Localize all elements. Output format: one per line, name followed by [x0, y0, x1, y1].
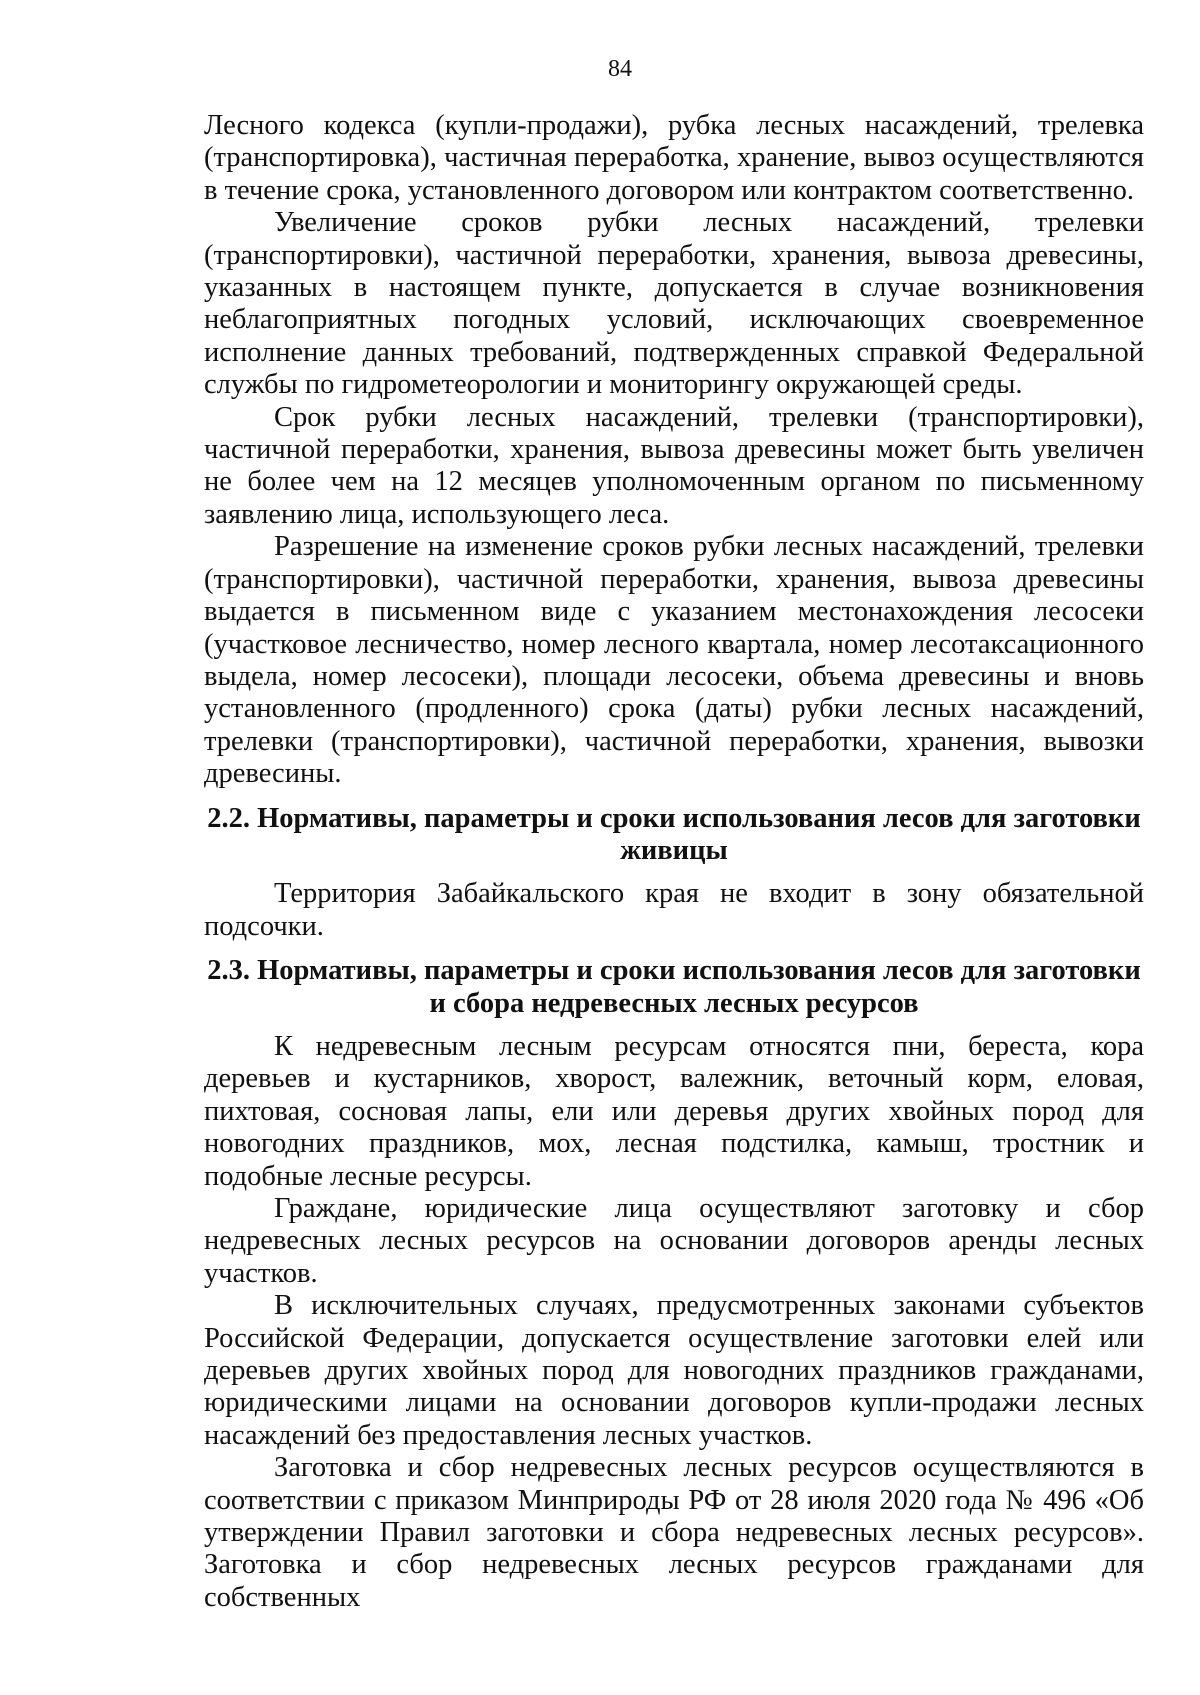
paragraph: Заготовка и сбор недревесных лесных ресурсов осуществляются в соответствии с приказом Минприроды РФ от 28 июля 2020 года № 496 «Об утверждении Правил заготовки и сбора недревесных лесных ресурсов». Заготовка и сбор недревесных лесных ресурсов гражданами для собственных — [204, 1452, 1144, 1613]
paragraph: Граждане, юридические лица осуществляют заготовку и сбор недревесных лесных ресурсов на основании договоров аренды лесных участков. — [204, 1193, 1144, 1289]
paragraph: Срок рубки лесных насаждений, трелевки (транспортировки), частичной переработки, хранения, вывоза древесины может быть увеличен не более чем на 12 месяцев уполномоченным органом по письменному заявлению лица, использующего леса. — [204, 401, 1144, 530]
section-heading-2-3 — [204, 955, 1144, 1020]
paragraph: Увеличение сроков рубки лесных насаждений, трелевки (транспортировки), частичной переработки, хранения, вывоза древесины, указанных в настоящем пункте, допускается в случае возникновения неблагоприятных погодных условий, исключающих своевременное исполнение данных требований, подтвержденных справкой Федеральной службы по гидрометеорологии и мониторингу окружающей среды. — [204, 207, 1144, 401]
section-heading-line: и сбора недревесных лесных ресурсов — [429, 987, 919, 1019]
document-body — [204, 110, 1144, 1614]
paragraph: Лесного кодекса (купли-продажи), рубка лесных насаждений, трелевка (транспортировка), частичная переработка, хранение, вывоз осуществляются в течение срока, установленного договором или контрактом соответственно. — [204, 110, 1144, 206]
section-heading-2-2 — [204, 803, 1144, 868]
paragraph: К недревесным лесным ресурсам относятся пни, береста, кора деревьев и кустарников, хворост, валежник, веточный корм, еловая, пихтовая, сосновая лапы, ели или деревья других хвойных пород для новогодних праздников, мох, лесная подстилка, камыш, тростник и подобные лесные ресурсы. — [204, 1030, 1144, 1192]
paragraph: В исключительных случаях, предусмотренных законами субъектов Российской Федерации, допускается осуществление заготовки елей или деревьев других хвойных пород для новогодних праздников гражданами, юридическими лицами на основании договоров купли-продажи лесных насаждений без предоставления лесных участков. — [204, 1290, 1144, 1451]
page-number: 84 — [608, 56, 632, 82]
paragraph: Территория Забайкальского края не входит в зону обязательной подсочки. — [204, 878, 1144, 942]
section-heading-line: 2.2. Нормативы, параметры и сроки использования лесов для заготовки — [207, 802, 1141, 834]
section-heading-line: живицы — [620, 834, 728, 866]
section-heading-line: 2.3. Нормативы, параметры и сроки использования лесов для заготовки — [207, 955, 1141, 987]
paragraph: Разрешение на изменение сроков рубки лесных насаждений, трелевки (транспортировки), частичной переработки, хранения, вывоза древесины выдается в письменном виде с указанием местонахождения лесосеки (участковое лесничество, номер лесного квартала, номер лесотаксационного выдела, номер лесосеки), площади лесосеки, объема древесины и вновь установленного (продленного) срока (даты) рубки лесных насаждений, трелевки (транспортировки), частичной переработки, хранения, вывозки древесины. — [204, 531, 1144, 790]
